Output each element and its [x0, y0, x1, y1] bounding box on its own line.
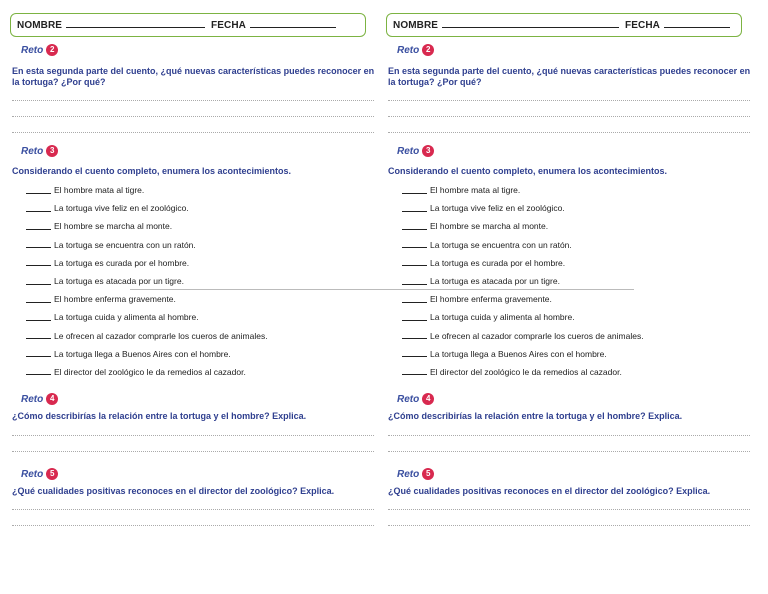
- name-label: NOMBRE: [17, 19, 63, 31]
- date-blank[interactable]: [664, 27, 730, 28]
- order-blank[interactable]: [402, 284, 427, 285]
- name-date-box: [10, 13, 366, 37]
- answer-line[interactable]: [388, 525, 750, 526]
- name-label: NOMBRE: [393, 19, 439, 31]
- order-blank[interactable]: [26, 265, 51, 266]
- answer-line[interactable]: [12, 509, 374, 510]
- order-blank[interactable]: [402, 338, 427, 339]
- events-list: [402, 181, 644, 381]
- reto-label: Reto: [397, 44, 420, 56]
- answer-line[interactable]: [388, 451, 750, 452]
- reto-label: Reto: [397, 145, 420, 157]
- order-blank[interactable]: [402, 302, 427, 303]
- list-item: Le ofrecen al cazador comprarle los cueros de animales.: [26, 327, 268, 345]
- reto-3-question: Considerando el cuento completo, enumera los acontecimientos.: [12, 166, 292, 176]
- reto-label: Reto: [21, 468, 44, 480]
- reto-number-badge: 3: [422, 145, 434, 157]
- answer-line[interactable]: [12, 100, 374, 101]
- reto-5-heading: [397, 468, 434, 480]
- order-blank[interactable]: [26, 320, 51, 321]
- order-blank[interactable]: [26, 229, 51, 230]
- reto-label: Reto: [21, 44, 44, 56]
- date-blank[interactable]: [250, 27, 336, 28]
- reto-2-heading: [21, 44, 58, 56]
- order-blank[interactable]: [402, 356, 427, 357]
- events-list: [26, 181, 268, 381]
- list-item: La tortuga llega a Buenos Aires con el hombre.: [402, 345, 644, 363]
- list-item: El director del zoológico le da remedios al cazador.: [26, 363, 268, 381]
- reto-number-badge: 4: [422, 393, 434, 405]
- list-item: El hombre enferma gravemente.: [402, 290, 644, 308]
- reto-number-badge: 5: [46, 468, 58, 480]
- order-blank[interactable]: [402, 211, 427, 212]
- reto-label: Reto: [21, 145, 44, 157]
- order-blank[interactable]: [402, 229, 427, 230]
- list-item: El hombre se marcha al monte.: [26, 217, 268, 235]
- reto-label: Reto: [21, 393, 44, 405]
- list-item: La tortuga cuida y alimenta al hombre.: [26, 308, 268, 326]
- reto-number-badge: 3: [46, 145, 58, 157]
- name-date-box: [386, 13, 742, 37]
- list-item: El director del zoológico le da remedios al cazador.: [402, 363, 644, 381]
- list-item: La tortuga es atacada por un tigre.: [26, 272, 268, 290]
- answer-line[interactable]: [12, 116, 374, 117]
- order-blank[interactable]: [26, 374, 51, 375]
- reto-4-heading: [397, 393, 434, 405]
- order-blank[interactable]: [26, 193, 51, 194]
- list-item: La tortuga es curada por el hombre.: [26, 254, 268, 272]
- order-blank[interactable]: [402, 374, 427, 375]
- order-blank[interactable]: [402, 247, 427, 248]
- name-blank[interactable]: [66, 27, 205, 28]
- order-blank[interactable]: [26, 302, 51, 303]
- reto-3-question: Considerando el cuento completo, enumera los acontecimientos.: [388, 166, 668, 176]
- list-item: El hombre mata al tigre.: [402, 181, 644, 199]
- order-blank[interactable]: [26, 211, 51, 212]
- date-label: FECHA: [625, 19, 660, 31]
- reto-4-question: ¿Cómo describirías la relación entre la tortuga y el hombre? Explica.: [12, 411, 307, 421]
- reto-label: Reto: [397, 393, 420, 405]
- order-blank[interactable]: [402, 320, 427, 321]
- list-item: El hombre se marcha al monte.: [402, 217, 644, 235]
- answer-line[interactable]: [388, 132, 750, 133]
- list-item: La tortuga llega a Buenos Aires con el hombre.: [26, 345, 268, 363]
- order-blank[interactable]: [26, 247, 51, 248]
- reto-5-question: ¿Qué cualidades positivas reconoces en el director del zoológico? Explica.: [12, 486, 335, 496]
- name-blank[interactable]: [442, 27, 619, 28]
- reto-number-badge: 2: [422, 44, 434, 56]
- list-item: La tortuga cuida y alimenta al hombre.: [402, 308, 644, 326]
- reto-label: Reto: [397, 468, 420, 480]
- list-item: El hombre mata al tigre.: [26, 181, 268, 199]
- reto-5-question: ¿Qué cualidades positivas reconoces en el director del zoológico? Explica.: [388, 486, 711, 496]
- reto-2-heading: [397, 44, 434, 56]
- list-item: La tortuga se encuentra con un ratón.: [402, 236, 644, 254]
- order-blank[interactable]: [26, 356, 51, 357]
- reto-2-question: En esta segunda parte del cuento, ¿qué nuevas características puedes reconocer en la tortuga? ¿Por qué?: [388, 66, 751, 87]
- answer-line[interactable]: [388, 509, 750, 510]
- worksheet-left: [10, 0, 378, 594]
- reto-5-heading: [21, 468, 58, 480]
- reto-number-badge: 2: [46, 44, 58, 56]
- reto-4-heading: [21, 393, 58, 405]
- list-item: Le ofrecen al cazador comprarle los cueros de animales.: [402, 327, 644, 345]
- list-item: La tortuga es curada por el hombre.: [402, 254, 644, 272]
- reto-3-heading: [21, 145, 58, 157]
- answer-line[interactable]: [388, 116, 750, 117]
- order-blank[interactable]: [402, 265, 427, 266]
- reto-4-question: ¿Cómo describirías la relación entre la tortuga y el hombre? Explica.: [388, 411, 683, 421]
- list-item: La tortuga vive feliz en el zoológico.: [402, 199, 644, 217]
- answer-line[interactable]: [388, 435, 750, 436]
- order-blank[interactable]: [402, 193, 427, 194]
- answer-line[interactable]: [12, 451, 374, 452]
- answer-line[interactable]: [12, 525, 374, 526]
- date-label: FECHA: [211, 19, 246, 31]
- list-item: La tortuga vive feliz en el zoológico.: [26, 199, 268, 217]
- list-item: La tortuga se encuentra con un ratón.: [26, 236, 268, 254]
- answer-line[interactable]: [12, 132, 374, 133]
- answer-line[interactable]: [12, 435, 374, 436]
- answer-line[interactable]: [388, 100, 750, 101]
- reto-number-badge: 5: [422, 468, 434, 480]
- worksheet-right: [386, 0, 754, 594]
- reto-number-badge: 4: [46, 393, 58, 405]
- reto-2-question: En esta segunda parte del cuento, ¿qué nuevas características puedes reconocer en la tortuga? ¿Por qué?: [12, 66, 375, 87]
- reto-3-heading: [397, 145, 434, 157]
- list-item: La tortuga es atacada por un tigre.: [402, 272, 644, 290]
- order-blank[interactable]: [26, 284, 51, 285]
- order-blank[interactable]: [26, 338, 51, 339]
- list-item: El hombre enferma gravemente.: [26, 290, 268, 308]
